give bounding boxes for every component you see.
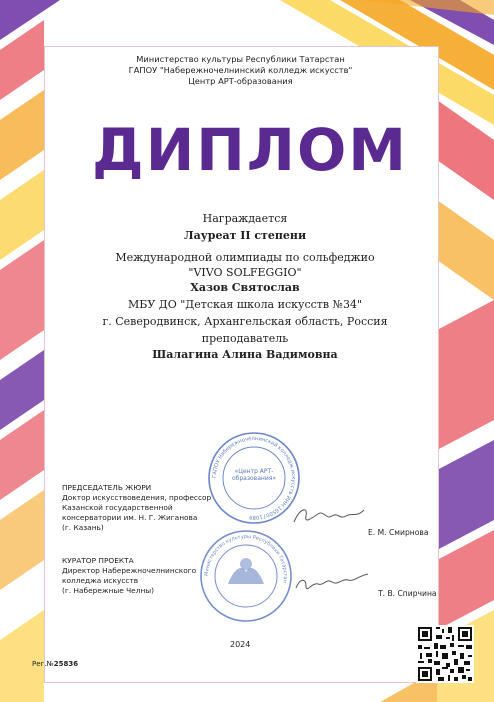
curator-line-3: (г. Набережные Челны) <box>62 586 155 595</box>
center-stamp <box>206 430 302 526</box>
jury-signature <box>290 500 370 530</box>
curator-signature <box>292 568 372 600</box>
reg-label: Рег.№ <box>32 660 54 668</box>
stamp2-ring-text: Министерство культуры Республики Татарстан <box>203 533 289 584</box>
qr-code[interactable] <box>416 625 474 683</box>
event-line-1: Международной олимпиады по сольфеджио <box>115 251 375 264</box>
college-line: ГАПОУ "Набережночелнинский колледж искусств" <box>128 65 353 75</box>
school-name: МБУ ДО "Детская школа искусств №34" <box>127 298 363 311</box>
location: г. Северодвинск, Архангельская область, Россия <box>102 315 388 328</box>
curator-name: Т. В. Спирчина <box>378 589 437 598</box>
center-line: Центр АРТ-образования <box>188 76 293 86</box>
curator-line-1: Директор Набережночелнинского <box>62 566 197 575</box>
teacher-label: преподаватель <box>201 332 289 345</box>
awarded-label: Награждается <box>202 212 288 225</box>
event-line-2: "VIVO SOLFEGGIO" <box>188 266 302 279</box>
jury-name: Е. М. Смирнова <box>368 528 429 537</box>
jury-line-3: консерватории им. Н. Г. Жиганова <box>62 513 198 522</box>
stamp1-ring-text: ГАПОУ Набережночелнинский колледж искусств ИНН 1650071089 <box>211 435 297 521</box>
teacher-name: Шалагина Алина Вадимовна <box>152 348 338 361</box>
diploma-title <box>92 116 408 184</box>
curator-line-2: колледжа искусств <box>62 576 139 585</box>
jury-line-4: (г. Казань) <box>62 523 104 532</box>
jury-line-1: Доктор искусствоведения, профессор <box>62 493 212 502</box>
jury-line-2: Казанской государственной <box>62 503 173 512</box>
curator-block <box>62 556 196 596</box>
curator-role: КУРАТОР ПРОЕКТА <box>62 556 134 565</box>
jury-block <box>62 483 211 533</box>
degree: Лауреат II степени <box>183 229 307 242</box>
jury-role: ПРЕДСЕДАТЕЛЬ ЖЮРИ <box>62 483 152 492</box>
year: 2024 <box>230 640 251 649</box>
reg-number: 25836 <box>53 660 79 668</box>
diploma-title-text: ДИПЛОМ <box>92 116 408 184</box>
ministry-line: Министерство культуры Республики Татарстан <box>136 54 345 64</box>
stamp1-center-text: «Центр АРТ-образования» <box>231 468 277 482</box>
registration-number <box>32 660 78 668</box>
recipient-name: Хазов Святослав <box>190 281 300 294</box>
ministry-stamp <box>198 528 294 624</box>
